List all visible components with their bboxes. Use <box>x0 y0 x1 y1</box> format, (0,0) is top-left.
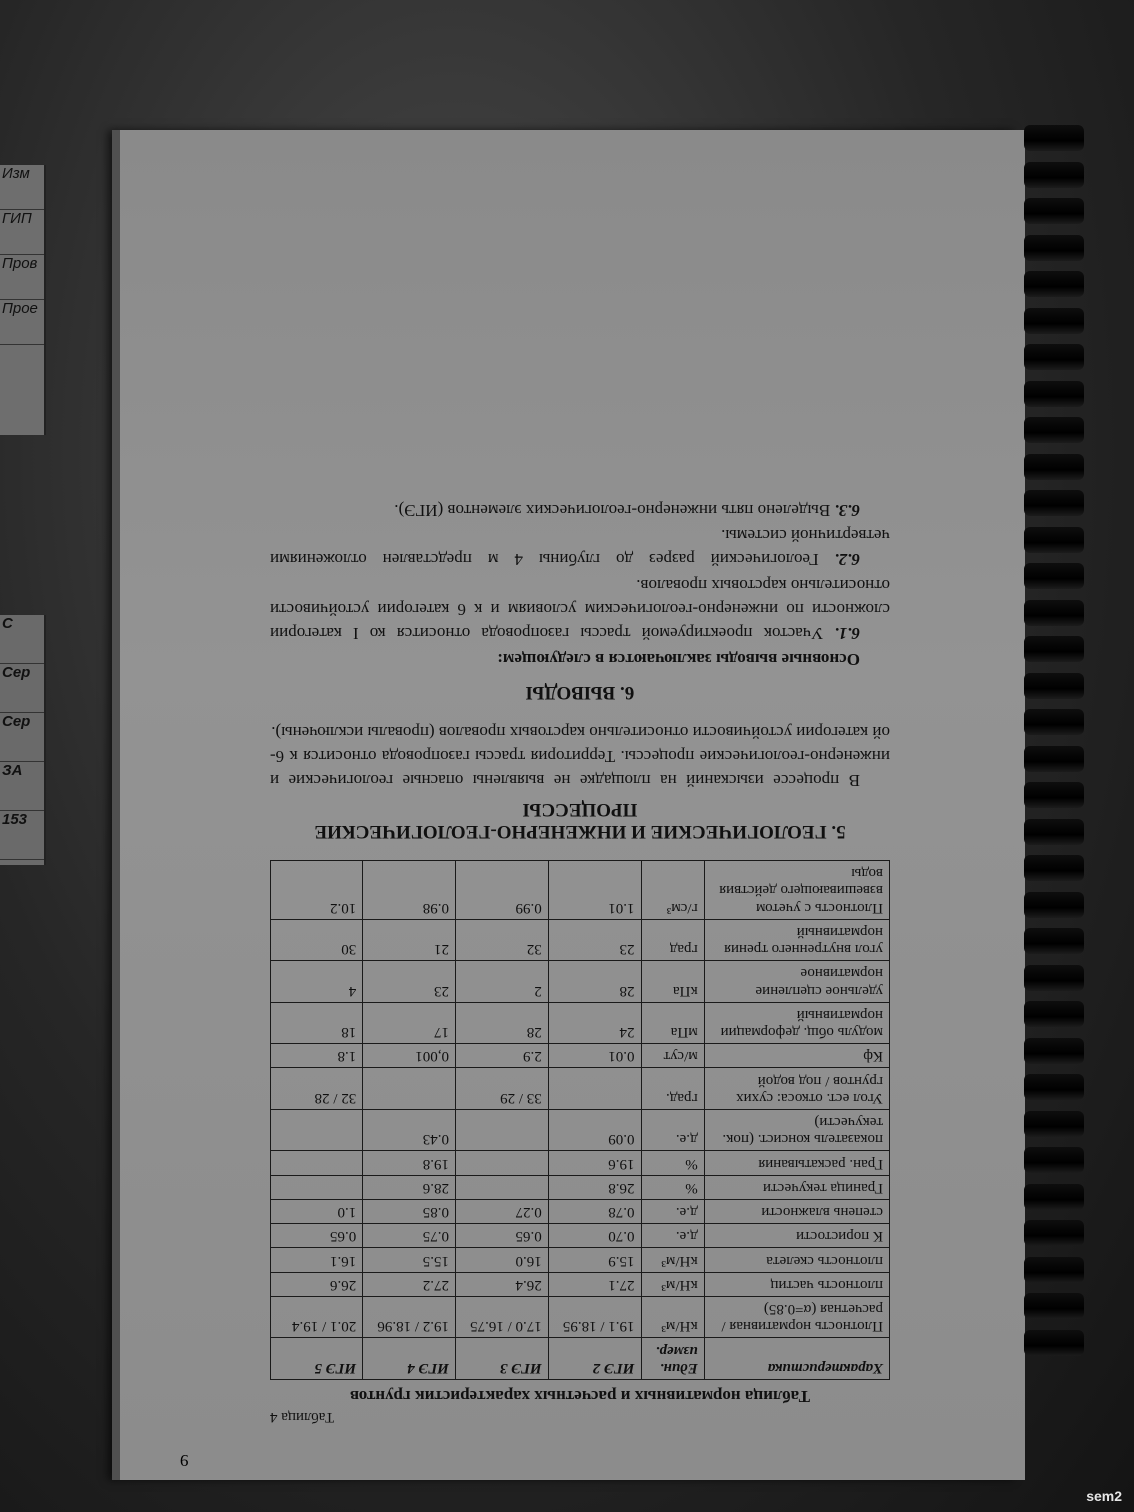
cell-name: Угол ест. откоса: сухих грунтов / под водой <box>704 1068 889 1110</box>
table-row <box>271 1175 890 1199</box>
cell-unit: м/сут <box>641 1044 704 1068</box>
stamp-cell: Пров <box>0 255 44 300</box>
cell-unit: град <box>641 919 704 961</box>
table-row <box>271 1248 890 1272</box>
adjacent-sheet-stamp-lower <box>0 615 46 865</box>
cell-v4: 21 <box>363 919 456 961</box>
binding-coil <box>1024 819 1084 845</box>
binding-coil <box>1024 1220 1084 1246</box>
cell-v2: 0.70 <box>548 1224 641 1248</box>
cell-v2: 27.1 <box>548 1272 641 1296</box>
binding-coil <box>1024 381 1084 407</box>
cell-v2: 19.6 <box>548 1151 641 1175</box>
binding-coil <box>1024 600 1084 626</box>
binding-coil <box>1024 782 1084 808</box>
binding-coil <box>1024 709 1084 735</box>
binding-coil <box>1024 1257 1084 1283</box>
binding-coil <box>1024 1074 1084 1100</box>
cell-v5: 26.6 <box>271 1272 363 1296</box>
cell-v2: 26.8 <box>548 1175 641 1199</box>
cell-v3: 0.27 <box>455 1200 548 1224</box>
stamp-cell: ЗА <box>0 762 44 811</box>
cell-v5: 32 / 28 <box>271 1068 363 1110</box>
binding-coil <box>1024 1001 1084 1027</box>
section5-text: В процессе изысканий на площадке не выявлены опасные геологические и инженерно-геологические процессы. Территория трассы газопровода относится к 6-ой категории устойчивости относительно карстовых провалов (провалы исключены). <box>270 723 890 790</box>
header-ige5: ИГЭ 5 <box>271 1338 363 1380</box>
stamp-cell: Прое <box>0 300 44 345</box>
cell-name: Граница текучести <box>704 1175 889 1199</box>
cell-name: Плотность нормативная / расчетная (α=0.85) <box>704 1297 889 1339</box>
binding-coil <box>1024 1184 1084 1210</box>
cell-v4: 0,001 <box>363 1044 456 1068</box>
header-ige3: ИГЭ 3 <box>455 1338 548 1380</box>
cell-v5 <box>271 1110 363 1152</box>
cell-name: степень влажности <box>704 1200 889 1224</box>
binding-coil <box>1024 162 1084 188</box>
cell-unit: % <box>641 1175 704 1199</box>
header-characteristic: Характеристика <box>704 1338 889 1380</box>
cell-unit: % <box>641 1151 704 1175</box>
section6-lead: Основные выводы заключаются в следующем: <box>497 649 860 669</box>
conclusion-text: Выделено пять инженерно-геологических элементов (ИГЭ). <box>394 500 831 520</box>
cell-v2: 24 <box>548 1002 641 1044</box>
cell-v4: 0.85 <box>363 1200 456 1224</box>
cell-v2: 0.09 <box>548 1110 641 1152</box>
conclusions-list <box>270 498 890 645</box>
cell-v2: 15.9 <box>548 1248 641 1272</box>
cell-v3: 17.0 / 16.75 <box>455 1297 548 1339</box>
binding-coil <box>1024 892 1084 918</box>
binding-coil <box>1024 746 1084 772</box>
cell-v2: 0.78 <box>548 1200 641 1224</box>
cell-name: показатель консист. (пок. текучести) <box>704 1110 889 1152</box>
cell-v4: 23 <box>363 961 456 1003</box>
cell-unit: кН/м³ <box>641 1248 704 1272</box>
cell-v4: 27.2 <box>363 1272 456 1296</box>
adjacent-sheet-stamp <box>0 165 46 435</box>
cell-v5: 0.65 <box>271 1224 363 1248</box>
binding-coil <box>1024 1293 1084 1319</box>
cell-name: плотность скелета <box>704 1248 889 1272</box>
conclusion-text: Геологический разрез до глубины 4 м представлен отложениями четвертичной системы. <box>269 526 890 570</box>
binding-coil <box>1024 928 1084 954</box>
binding-coil <box>1024 1111 1084 1137</box>
table-body <box>271 861 890 1339</box>
cell-unit: кН/м³ <box>641 1297 704 1339</box>
cell-v3 <box>455 1110 548 1152</box>
header-unit: Един. измер. <box>641 1338 704 1380</box>
cell-unit: г/см³ <box>641 861 704 920</box>
conclusion-number: 6.3. <box>834 500 860 520</box>
soil-characteristics-table <box>270 860 890 1380</box>
table-row <box>271 1224 890 1248</box>
stamp-cell: ГИП <box>0 210 44 255</box>
cell-unit: мПа <box>641 1002 704 1044</box>
conclusion-text: Участок проектируемой трассы газопровода относится ко I категории сложности по инженерно-геологическим условиям и к 6 категории устойчивости относительно карстовых провалов. <box>270 576 890 643</box>
header-ige2: ИГЭ 2 <box>548 1338 641 1380</box>
cell-name: Плотность с учетом взвешивающего действия воды <box>704 861 889 920</box>
conclusion-item <box>270 524 890 572</box>
binding-coil <box>1024 1038 1084 1064</box>
table-title: Таблица нормативных и расчетных характеристик грунтов <box>349 1387 811 1406</box>
stamp-cell: Сер <box>0 713 44 762</box>
binding-coil <box>1024 198 1084 224</box>
binding-coil <box>1024 1147 1084 1173</box>
cell-v3: 32 <box>455 919 548 961</box>
table-header-row <box>271 1338 890 1380</box>
cell-v3: 16.0 <box>455 1248 548 1272</box>
cell-v2: 1.01 <box>548 861 641 920</box>
cell-name: К пористости <box>704 1224 889 1248</box>
binding-coil <box>1024 454 1084 480</box>
cell-unit: кПа <box>641 961 704 1003</box>
binding-coil <box>1024 527 1084 553</box>
cell-unit: град. <box>641 1068 704 1110</box>
cell-v3 <box>455 1151 548 1175</box>
cell-v5: 16.1 <box>271 1248 363 1272</box>
cell-unit: д.е. <box>641 1200 704 1224</box>
binding-coil <box>1024 344 1084 370</box>
cell-v3: 33 / 29 <box>455 1068 548 1110</box>
page-number: 9 <box>180 1451 189 1470</box>
cell-v3 <box>455 1175 548 1199</box>
table-row <box>271 1068 890 1110</box>
cell-v5 <box>271 1175 363 1199</box>
section5-title: 5. ГЕОЛОГИЧЕСКИЕ И ИНЖЕНЕРНО-ГЕОЛОГИЧЕСКИЕ ПРОЦЕССЫ <box>314 799 846 842</box>
cell-v5: 4 <box>271 961 363 1003</box>
cell-v4 <box>363 1068 456 1110</box>
cell-v5: 18 <box>271 1002 363 1044</box>
cell-v4: 15.5 <box>363 1248 456 1272</box>
table-row <box>271 861 890 920</box>
stamp-cell: 153 <box>0 811 44 860</box>
binding-coil <box>1024 636 1084 662</box>
cell-v2: 0.01 <box>548 1044 641 1068</box>
binding-coil <box>1024 673 1084 699</box>
stamp-cell: Сер <box>0 664 44 713</box>
table-row <box>271 1002 890 1044</box>
stamp-cell: С <box>0 615 44 664</box>
binding-coil <box>1024 490 1084 516</box>
document-page <box>120 130 1025 1480</box>
cell-v2 <box>548 1068 641 1110</box>
cell-name: угол внутреннего трения нормативный <box>704 919 889 961</box>
cell-v2: 19.1 / 18.95 <box>548 1297 641 1339</box>
watermark: sem2 <box>1086 1488 1122 1504</box>
cell-v5 <box>271 1151 363 1175</box>
cell-v4: 28.6 <box>363 1175 456 1199</box>
stamp-cell: Изм <box>0 165 44 210</box>
table-row <box>271 1110 890 1152</box>
conclusion-item <box>270 573 890 644</box>
cell-v5: 10.2 <box>271 861 363 920</box>
cell-v4: 19.2 / 18.96 <box>363 1297 456 1339</box>
cell-v2: 28 <box>548 961 641 1003</box>
conclusion-number: 6.2. <box>834 550 860 570</box>
binding-coil <box>1024 271 1084 297</box>
page-body <box>270 496 890 1425</box>
cell-v3: 0.65 <box>455 1224 548 1248</box>
cell-name: модуль общ. деформации нормативный <box>704 1002 889 1044</box>
cell-v3: 2 <box>455 961 548 1003</box>
table-row <box>271 1297 890 1339</box>
cell-v3: 2.9 <box>455 1044 548 1068</box>
cell-v4: 0.43 <box>363 1110 456 1152</box>
table-row <box>271 961 890 1003</box>
header-ige4: ИГЭ 4 <box>363 1338 456 1380</box>
binding-coil <box>1024 308 1084 334</box>
cell-v4: 0.75 <box>363 1224 456 1248</box>
cell-v5: 1.8 <box>271 1044 363 1068</box>
table-row <box>271 919 890 961</box>
cell-v4: 19.8 <box>363 1151 456 1175</box>
cell-v5: 30 <box>271 919 363 961</box>
table-label: Таблица 4 <box>270 1409 335 1425</box>
table-row <box>271 1044 890 1068</box>
binding-coil <box>1024 417 1084 443</box>
binding-coil <box>1024 235 1084 261</box>
table-row <box>271 1151 890 1175</box>
binding-coil <box>1024 125 1084 151</box>
cell-v3: 0.99 <box>455 861 548 920</box>
cell-v5: 20.1 / 19.4 <box>271 1297 363 1339</box>
table-row <box>271 1200 890 1224</box>
conclusion-number: 6.1. <box>834 623 860 643</box>
cell-name: Гран. раскатывания <box>704 1151 889 1175</box>
table-row <box>271 1272 890 1296</box>
binding-coil <box>1024 563 1084 589</box>
conclusion-item <box>270 498 890 522</box>
cell-v3: 28 <box>455 1002 548 1044</box>
cell-v4: 17 <box>363 1002 456 1044</box>
cell-v3: 26.4 <box>455 1272 548 1296</box>
cell-unit: д.е. <box>641 1224 704 1248</box>
cell-unit: кН/м³ <box>641 1272 704 1296</box>
binding-coil <box>1024 1330 1084 1356</box>
cell-name: Кф <box>704 1044 889 1068</box>
cell-v2: 23 <box>548 919 641 961</box>
spiral-binding <box>1024 125 1084 1365</box>
page-content-rotated <box>120 130 1025 1480</box>
cell-v5: 1.0 <box>271 1200 363 1224</box>
cell-name: плотность частиц <box>704 1272 889 1296</box>
binding-coil <box>1024 965 1084 991</box>
section6-title: 6. ВЫВОДЫ <box>525 681 635 703</box>
cell-name: удельное сцепление нормативное <box>704 961 889 1003</box>
cell-v4: 0.98 <box>363 861 456 920</box>
binding-coil <box>1024 855 1084 881</box>
cell-unit: д.е. <box>641 1110 704 1152</box>
